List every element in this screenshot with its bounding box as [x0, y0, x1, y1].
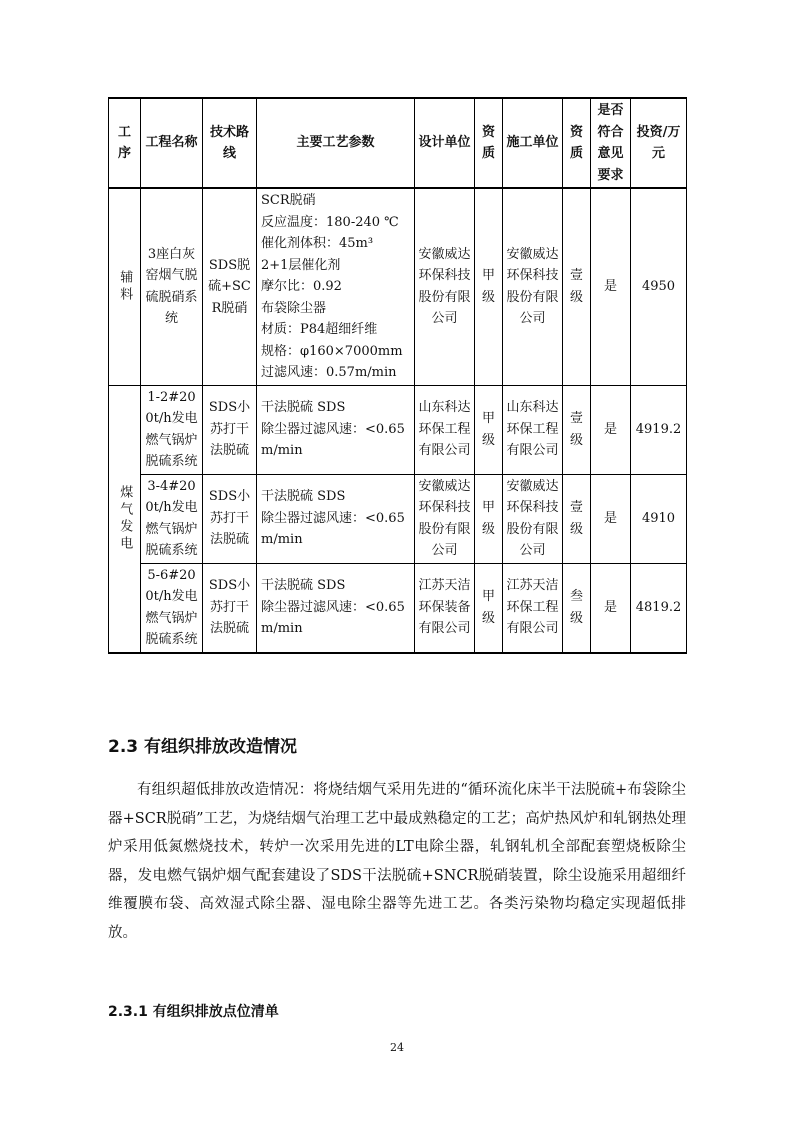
col-header-design-qualification: 资质	[475, 98, 503, 188]
design-qualification-cell: 甲级	[475, 563, 503, 653]
process-params-cell: SCR脱硝 反应温度：180-240 ℃ 催化剂体积：45m³ 2+1层催化剂 摩尔比：0.92 布袋除尘器 材质：P84超细纤维 规格：φ160×7000mm 过滤风速：0.57m/min	[257, 188, 415, 385]
col-header-process: 工序	[109, 98, 141, 188]
design-qualification-cell: 甲级	[475, 188, 503, 385]
investment-cell: 4819.2	[631, 563, 687, 653]
construction-unit-cell: 安徽威达环保科技股份有限公司	[503, 188, 563, 385]
col-header-investment: 投资/万元	[631, 98, 687, 188]
body-paragraph: 有组织超低排放改造情况：将烧结烟气采用先进的“循环流化床半干法脱硫+布袋除尘器+SCR脱硝”工艺，为烧结烟气治理工艺中最成熟稳定的工艺；高炉热风炉和轧钢热处理炉采用低氮燃烧技术，转炉一次采用先进的LT电除尘器，轧钢轧机全部配套塑烧板除尘器，发电燃气锅炉烟气配套建设了SDS干法脱硫+SNCR脱硝装置，除尘设施采用超细纤维覆膜布袋、高效湿式除尘器、湿电除尘器等先进工艺。各类污染物均稳定实现超低排放。	[108, 782, 686, 941]
design-unit-cell: 安徽威达环保科技股份有限公司	[415, 474, 475, 563]
tech-route-cell: SDS小苏打干法脱硫	[203, 385, 257, 474]
design-unit-cell: 山东科达环保工程有限公司	[415, 385, 475, 474]
construction-qualification-cell: 壹级	[563, 188, 591, 385]
construction-unit-cell: 安徽威达环保科技股份有限公司	[503, 474, 563, 563]
design-qualification-cell: 甲级	[475, 474, 503, 563]
subsection-title: 2.3.1 有组织排放点位清单	[108, 1004, 279, 1020]
table-row	[109, 563, 687, 653]
col-header-compliance: 是否符合意见要求	[591, 98, 631, 188]
project-name-cell: 5-6#20 0t/h发电燃气锅炉脱硫系统	[141, 563, 203, 653]
table-header-row	[109, 98, 687, 188]
construction-qualification-cell: 壹级	[563, 385, 591, 474]
process-group-meiqi: 煤气发电	[109, 385, 141, 653]
col-header-design-unit: 设计单位	[415, 98, 475, 188]
process-params-cell: 干法脱硫 SDS 除尘器过滤风速：<0.65m/min	[257, 563, 415, 653]
design-unit-cell: 江苏天洁环保装备有限公司	[415, 563, 475, 653]
process-group-fuliao: 辅料	[109, 188, 141, 385]
construction-qualification-cell: 壹级	[563, 474, 591, 563]
tech-route-cell: SDS小苏打干法脱硫	[203, 474, 257, 563]
construction-unit-cell: 江苏天洁环保工程有限公司	[503, 563, 563, 653]
table-row	[109, 385, 687, 474]
table-row	[109, 188, 687, 385]
col-header-construction-qualification: 资质	[563, 98, 591, 188]
compliance-cell: 是	[591, 188, 631, 385]
investment-cell: 4919.2	[631, 385, 687, 474]
project-name-cell: 3座白灰窑烟气脱硫脱硝系统	[141, 188, 203, 385]
compliance-cell: 是	[591, 385, 631, 474]
col-header-tech-route: 技术路线	[203, 98, 257, 188]
col-header-process-params: 主要工艺参数	[257, 98, 415, 188]
investment-cell: 4910	[631, 474, 687, 563]
process-params-cell: 干法脱硫 SDS 除尘器过滤风速：<0.65m/min	[257, 385, 415, 474]
section-title: 2.3 有组织排放改造情况	[108, 737, 298, 757]
process-params-cell: 干法脱硫 SDS 除尘器过滤风速：<0.65m/min	[257, 474, 415, 563]
compliance-cell: 是	[591, 474, 631, 563]
investment-table	[108, 97, 687, 654]
tech-route-cell: SDS脱硫+SCR脱硝	[203, 188, 257, 385]
tech-route-cell: SDS小苏打干法脱硫	[203, 563, 257, 653]
project-name-cell: 1-2#20 0t/h发电燃气锅炉脱硫系统	[141, 385, 203, 474]
design-unit-cell: 安徽威达环保科技股份有限公司	[415, 188, 475, 385]
construction-unit-cell: 山东科达环保工程有限公司	[503, 385, 563, 474]
project-name-cell: 3-4#20 0t/h发电燃气锅炉脱硫系统	[141, 474, 203, 563]
construction-qualification-cell: 叁级	[563, 563, 591, 653]
investment-cell: 4950	[631, 188, 687, 385]
col-header-project-name: 工程名称	[141, 98, 203, 188]
design-qualification-cell: 甲级	[475, 385, 503, 474]
page-number: 24	[390, 1041, 404, 1054]
table-row	[109, 474, 687, 563]
compliance-cell: 是	[591, 563, 631, 653]
col-header-construction-unit: 施工单位	[503, 98, 563, 188]
